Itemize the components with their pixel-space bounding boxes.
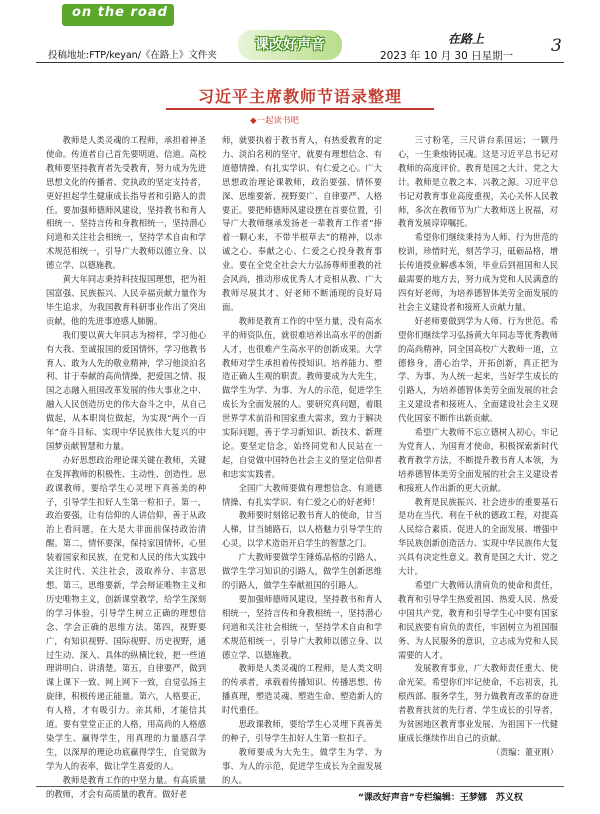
- column-editor-credit: “课改好声音”专栏编辑：王梦娜 苏义权: [358, 793, 523, 803]
- text-column-3: [398, 134, 558, 789]
- paragraph: 好老师要做到学为人师、行为世范。希望你们继续学习弘扬黄大年同志等优秀教师的高尚精神，同全国高校广大教师一道，立德修身，潜心治学，开拓创新，真正把为学、为事、为人统一起来，当好学生成长的引路人，为培养德智体美劳全面发展的社会主义建设者和接班人、全面建设社会主义现代化国家不断作出新贡献。: [398, 315, 558, 424]
- issue-date: 2023 年 10 月 30 日星期一: [380, 50, 514, 62]
- column-logo-text: 课改好声音: [255, 37, 325, 53]
- masthead: [0, 0, 600, 68]
- article-title: 习近平主席教师节语录整理: [197, 87, 402, 106]
- paragraph: 教师是人类灵魂的工程师，是人类文明的传承者，承载着传播知识、传播思想、传播真理，塑造灵魂、塑造生命、塑造新人的时代重任。: [222, 663, 382, 716]
- paragraph: 教师要时刻铭记教书育人的使命，甘当人梯，甘当铺路石，以人格魅力引导学生的心灵，以学术造诣开启学生的智慧之门。: [222, 510, 382, 549]
- paragraph: 师，就要执着于教书育人，有热爱教育的定力、淡泊名利的坚守，就要有理想信念、有道德情操、有扎实学识、有仁爱之心。广大思想政治理论课教师，政治要强、情怀要深、思维要新、视野要广、自律要严、人格要正。要把师德师风建设摆在首要位置，引导广大教师继承发扬老一辈教育工作者“捧着一颗心来，不带半根草去”的精神，以赤诚之心、奉献之心、仁爱之心投身教育事业。要在全党全社会大力弘扬尊师重教的社会风尚，推动形成优秀人才竞相从教、广大教师尽展其才、好老师不断涌现的良好局面。: [222, 135, 382, 312]
- paragraph: 教育是民族振兴、社会进步的重要基石是功在当代、利在千秋的德政工程，对提高人民综合素质、促进人的全面发展、增强中华民族创新创造活力、实现中华民族伟大复兴具有决定性意义。教育是国之大计、党之大计。: [398, 496, 558, 577]
- column-logo: [238, 30, 342, 60]
- page-number: 3: [551, 36, 562, 56]
- paragraph: 希望你们继续秉持为人师、行为世范的校训，珍惜时光，刻苦学习，砥砺品格，增长传道授业解惑本领，毕业后到祖国和人民最需要的地方去，努力成为党和人民满意的四有好老师，为培养德智体美劳全面发展的社会主义建设者和接班人贡献力量。: [398, 232, 558, 312]
- header-rule: [36, 62, 564, 63]
- paragraph: 三寸粉笔，三尺讲台系国运；一颗丹心，一生秉烛铸民魂。这是习近平总书记对教师的高度评价。教育是国之大计、党之大计。教师是立教之本、兴教之源。习近平总书记对教育事业高度重视，关心关怀人民教师，多次在教师节为广大教师送上祝福，对教育发展谆谆嘱托。: [398, 135, 558, 229]
- paragraph: 我们要以黄大年同志为榜样，学习他心有大我、至诚报国的爱国情怀，学习他教书育人、敢为人先的敬业精神，学习他淡泊名利、甘于奉献的高尚情操，把爱国之情、报国之志融入祖国改革发展的伟大事业之中、融入人民创造历史的伟大奋斗之中，从自己做起，从本职岗位做起，为实现“两个一百年”奋斗目标、实现中华民族伟大复兴的中国梦贡献智慧和力量。: [46, 329, 206, 451]
- title-underline: [166, 108, 434, 110]
- paragraph: 希望广大教师认清肩负的使命和责任，教育和引导学生热爱祖国、热爱人民、热爱中国共产党，教育和引导学生心中要有国家和民族要有肩负的责任，牢固树立为祖国服务、为人民服务的意识，立志成为党和人民需要的人才。: [398, 580, 558, 660]
- paper-name: 在路上: [448, 32, 485, 46]
- article-title-bar: [165, 84, 435, 110]
- footer-rule: [36, 786, 564, 787]
- paragraph: 要加强师德师风建设，坚持教书和育人相统一，坚持言传和身教相统一，坚持潜心问道和关注社会相统一，坚持学术自由和学术规范相统一，引导广大教师以德立身、以德立学、以德施教。: [222, 593, 382, 660]
- paragraph: 思政课教师，要给学生心灵埋下真善美的种子，引导学生扣好人生第一粒扣子。: [222, 719, 382, 743]
- paragraph: 广大教师要做学生锤炼品格的引路人，做学生学习知识的引路人，做学生创新思维的引路人，做学生奉献祖国的引路人。: [222, 552, 382, 590]
- submission-info: 投稿地址:FTP/keyan/《在路上》文件夹: [48, 50, 217, 61]
- paragraph: 希望广大教师不忘立德树人初心，牢记为党育人、为国育才使命，积极探索新时代教育教学方法，不断提升教书育人本领，为培养德智体美劳全面发展的社会主义建设者和接班人作出新的更大贡献。: [398, 427, 558, 493]
- paragraph: 教师要成为大先生，做学生为学、为事、为人的示范，促进学生成长为全面发展的人。: [222, 746, 382, 785]
- article-byline: ◆一起读书吧: [250, 116, 300, 126]
- text-column-1: [46, 134, 206, 799]
- paragraph: 发展教育事业，广大教师责任重大、使命光荣。希望你们牢记使命，不忘初衷，扎根西部、服务学生，努力做教育改革的奋进者教育扶贫的先行者、学生成长的引导者，为贫困地区教育事业发展、为祖国下一代健康成长继续作出自己的贡献。: [398, 663, 558, 743]
- paragraph: 教师是教育工作的中坚力量。有高质量的教师，才会有高质量的教育。做好老: [46, 774, 206, 799]
- paragraph: 全国广大教师要做有理想信念、有道德情操、有扎实学识、有仁爱之心的好老师！: [222, 482, 382, 507]
- text-column-2: [222, 134, 382, 789]
- paragraph: 教师是人类灵魂的工程师，承担着神圣使命。传道者自己首先要明道、信道。高校教师要坚持教育者先受教育，努力成为先进思想文化的传播者、党执政的坚定支持者，更好担起学生健康成长指导者和引路人的责任。要加强师德师风建设，坚持教书和育人相统一、坚持言传和身教相统一，坚持潜心问道和关注社会相统一，坚持学术自由和学术规范相统一，引导广大教师以德立身、以德立学、以德施教。: [46, 135, 206, 271]
- brand-text: on the road: [72, 5, 168, 20]
- paragraph: 黄大年同志秉持科技报国理想，把为祖国富强、民族振兴、人民幸福贡献力量作为毕生追求，为我国教育科研事业作出了突出贡献，他的先进事迹感人肺腑。: [46, 274, 206, 326]
- paragraph: 办好思想政治理论课关键在教师，关键在发挥教师的积极性、主动性、创造性。思政课教师，要给学生心灵埋下真善美的种子，引导学生扣好人生第一粒扣子。第一，政治要强，让有信仰的人讲信仰，善于从政治上看问题，在大是大非面前保持政治清醒。第二，情怀要深，保持家国情怀，心里装着国家和民族，在党和人民的伟大实践中关注时代、关注社会，汲取养分、丰富思想。第三，思维要新，学会辩证唯物主义和历史唯物主义，创新课堂教学，给学生深刻的学习体验，引导学生树立正确的理想信念、学会正确的思维方法。第四，视野要广，有知识视野、国际视野、历史视野，通过生动、深入、具体的纵横比较，把一些道理讲明白、讲清楚。第五，自律要严，做到课上课下一致、网上网下一致，自觉弘扬主旋律，积极传递正能量。第六，人格要正，有人格，才有吸引力。亲其师，才能信其道。要有堂堂正正的人格，用高尚的人格感染学生、赢得学生，用真理的力量感召学生，以深厚的理论功底赢得学生，自觉做为学为人的表率，做让学生喜爱的人。: [46, 454, 206, 771]
- paragraph: 教师是教育工作的中坚力量，没有高水平的师资队伍，就很难培养出高水平的创新人才，也很难产生高水平的创新成果。大学教师对学生承担着传授知识、培养能力、塑造正确人生观的职责。教师要成为大先生，做学生为学、为事、为人的示范，促进学生成长为全面发展的人。要研究真问题，着眼世界学术前沿和国家重大需求，致力于解决实际问题，善于学习新知识、新技术、新理论。要坚定信念，始终同党和人民站在一起，自觉做中国特色社会主义的坚定信仰者和忠实实践者。: [222, 315, 382, 479]
- responsible-editor: （责编：董亚刚）: [491, 746, 558, 757]
